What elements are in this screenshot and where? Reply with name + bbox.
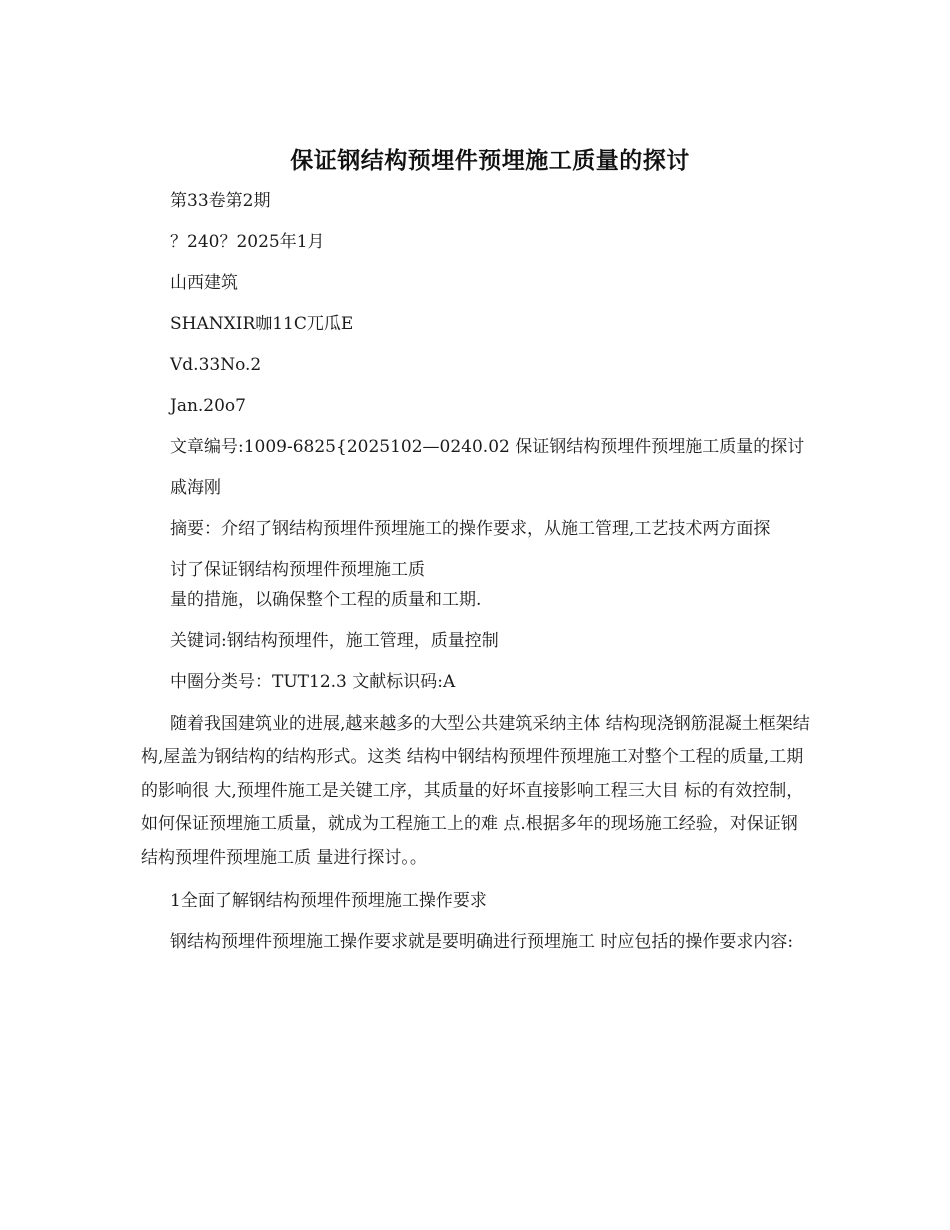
document-title: 保证钢结构预埋件预埋施工质量的探讨 <box>290 147 690 174</box>
journal-name-en: SHANXIR咖11C兀瓜E <box>170 314 354 334</box>
section-1-heading: 1全面了解钢结构预埋件预埋施工操作要求 <box>170 891 487 912</box>
abstract-line-2: 讨了保证钢结构预埋件预埋施工质 <box>170 560 425 580</box>
abstract-line-1: 摘要：介绍了钢结构预埋件预埋施工的操作要求，从施工管理,工艺技术两方面探 <box>170 519 771 539</box>
section-1-paragraph: 钢结构预埋件预埋施工操作要求就是要明确进行预埋施工 时应包括的操作要求内容: <box>170 932 794 953</box>
volume-en: Vd.33No.2 <box>170 355 262 375</box>
journal-name-cn: 山西建筑 <box>170 273 238 293</box>
article-number: 文章编号:1009-6825{2025102—0240.02 保证钢结构预埋件预埋施工质量的探讨 <box>170 437 805 457</box>
intro-paragraph: 随着我国建筑业的进展,越来越多的大型公共建筑采纳主体 结构现浇钢筋混凝土框架结构,屋盖为钢结构的结构形式。这类 结构中钢结构预埋件预埋施工对整个工程的质量,工期的影响很 大,预埋件施工是关键工序，其质量的好坏直接影响工程三大目 标的有效控制，如何保证预埋施工质量，就成为工程施工上的难 点.根据多年的现场施工经验，对保证钢结构预埋件预埋施工质 量进行探讨。。 <box>141 714 810 868</box>
keywords: 关键词:钢结构预埋件，施工管理，质量控制 <box>170 631 499 651</box>
author: 戚海刚 <box>170 478 221 498</box>
page-date: ？240？2025年1月 <box>170 232 325 252</box>
date-en: Jan.20o7 <box>170 396 246 416</box>
volume-issue: 第33卷第2期 <box>170 191 271 211</box>
classification: 中圈分类号：TUT12.3 文献标识码:A <box>170 672 456 692</box>
abstract-line-3: 量的措施，以确保整个工程的质量和工期. <box>170 590 482 610</box>
document-body <box>141 186 811 968</box>
